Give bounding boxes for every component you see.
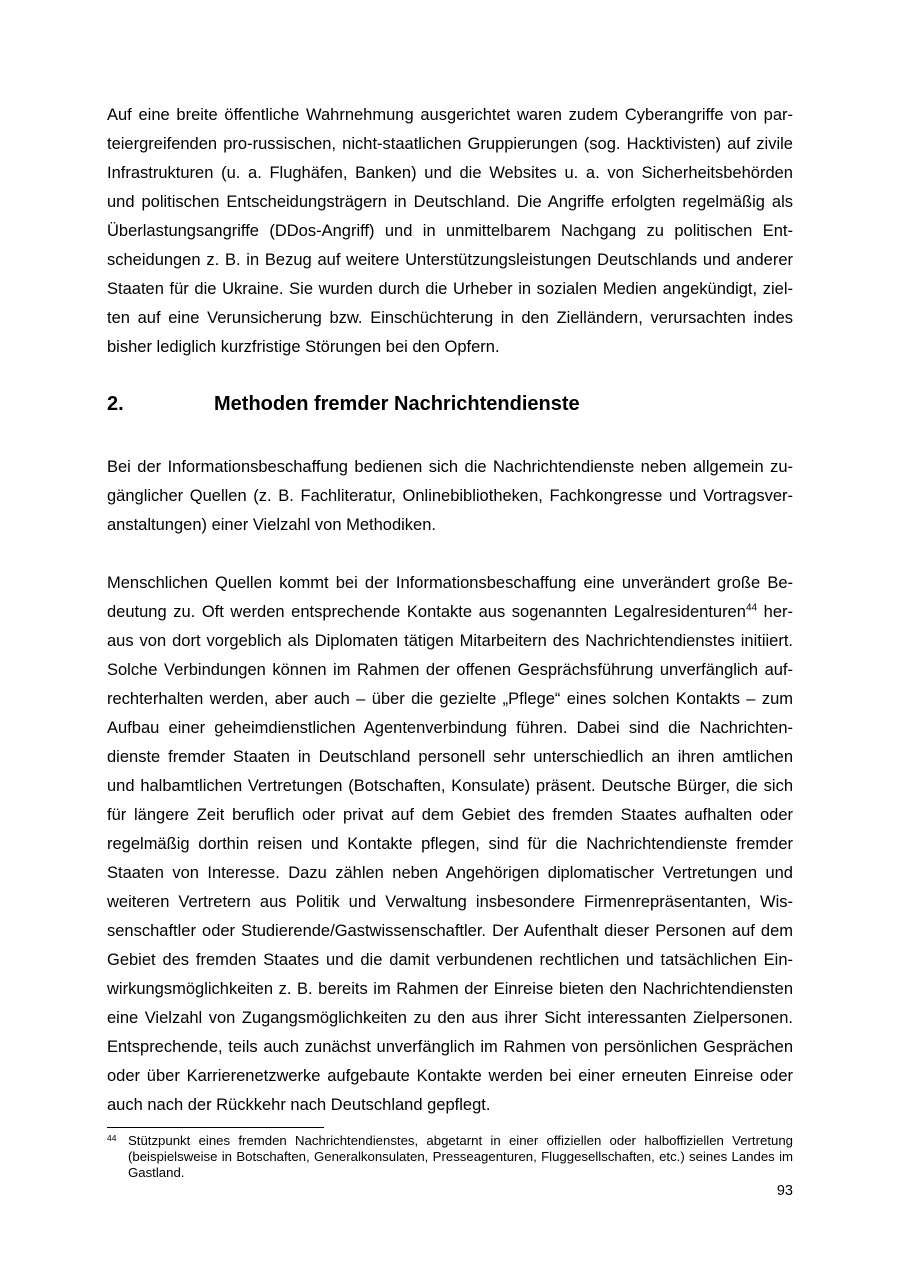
text-line: Staaten von Interesse. Dazu zählen neben Angehörigen diplomatischer Vertretungen und xyxy=(107,864,793,882)
text-line: aus von dort vorgeblich als Diplomaten tätigen Mitarbeitern des Nachrichtendienstes initiiert. xyxy=(107,632,793,650)
text-line: Gebiet des fremden Staates und die damit verbundenen rechtlichen und tatsächlichen Ein- xyxy=(107,951,793,969)
text-line: für längere Zeit beruflich oder privat auf dem Gebiet des fremden Staates aufhalten oder xyxy=(107,806,793,824)
text-line: regelmäßig dorthin reisen und Kontakte pflegen, sind für die Nachrichtendienste fremder xyxy=(107,835,793,853)
text-line: eine Vielzahl von Zugangsmöglichkeiten zu den aus ihrer Sicht interessanten Zielpersonen. xyxy=(107,1009,793,1027)
paragraph-information-gathering xyxy=(107,453,793,540)
text-segment: her- xyxy=(757,603,793,621)
paragraph-body xyxy=(107,569,793,1120)
text-line: Entsprechende, teils auch zunächst unverfänglich im Rahmen von persönlichen Gesprächen xyxy=(107,1038,793,1056)
text-line: dienste fremder Staaten in Deutschland personell sehr unterschiedlich an ihren amtlichen xyxy=(107,748,793,766)
text-line: gänglicher Quellen (z. B. Fachliteratur, Onlinebibliotheken, Fachkongresse und Vortragsver- xyxy=(107,487,793,505)
page-number: 93 xyxy=(776,1183,793,1199)
footnote-reference[interactable]: 44 xyxy=(745,602,758,614)
text-line: Bei der Informationsbeschaffung bedienen sich die Nachrichtendienste neben allgemein zu- xyxy=(107,458,793,476)
text-line: weiteren Vertretern aus Politik und Verwaltung insbesondere Firmenrepräsentanten, Wis- xyxy=(107,893,793,911)
text-line: Staaten für die Ukraine. Sie wurden durch die Urheber in sozialen Medien angekündigt, ziel- xyxy=(107,280,793,298)
text-line: anstaltungen) einer Vielzahl von Methodiken. xyxy=(107,516,436,534)
text-line: und halbamtlichen Vertretungen (Botschaften, Konsulate) präsent. Deutsche Bürger, die sich xyxy=(107,777,793,795)
text-line: und politischen Entscheidungsträgern in Deutschland. Die Angriffe erfolgten regelmäßig als xyxy=(107,193,793,211)
text-line: teiergreifenden pro-russischen, nicht-staatlichen Gruppierungen (sog. Hacktivisten) auf zivile xyxy=(107,135,793,153)
text-line: auch nach der Rückkehr nach Deutschland gepflegt. xyxy=(107,1096,491,1114)
text-line: wirkungsmöglichkeiten z. B. bereits im Rahmen der Einreise bieten den Nachrichtendiensten xyxy=(107,980,793,998)
text-segment: deutung zu. Oft werden entsprechende Kontakte aus sogenannten Legalresidenturen xyxy=(107,603,746,621)
paragraph-cyberattacks xyxy=(107,101,793,362)
text-line: Aufbau einer geheimdienstlichen Agentenverbindung führen. Dabei sind die Nachrichten- xyxy=(107,719,793,737)
paragraph-body xyxy=(107,453,793,540)
paragraph-body xyxy=(107,101,793,362)
text-line: Infrastrukturen (u. a. Flughäfen, Banken) und die Websites u. a. von Sicherheitsbehörden xyxy=(107,164,793,182)
section-number: 2. xyxy=(107,393,124,415)
footnote-separator xyxy=(107,1127,324,1128)
text-line: rechterhalten werden, aber auch – über die gezielte „Pflege“ eines solchen Kontakts – zum xyxy=(107,690,793,708)
section-title: Methoden fremder Nachrichtendienste xyxy=(214,393,580,415)
text-line xyxy=(107,598,793,627)
text-line: Auf eine breite öffentliche Wahrnehmung ausgerichtet waren zudem Cyberangriffe von par- xyxy=(107,106,793,124)
text-line: ten auf eine Verunsicherung bzw. Einschüchterung in den Zielländern, verursachten indes xyxy=(107,309,793,327)
footnote-number: 44 xyxy=(107,1133,117,1143)
text-line: Solche Verbindungen können im Rahmen der offenen Gesprächsführung unverfänglich auf- xyxy=(107,661,793,679)
text-line: oder über Karrierenetzwerke aufgebaute Kontakte werden bei einer erneuten Einreise oder xyxy=(107,1067,793,1085)
text-line: Überlastungsangriffe (DDos-Angriff) und in unmittelbarem Nachgang zu politischen Ent- xyxy=(107,222,793,240)
footnote xyxy=(107,1133,793,1181)
text-line: bisher lediglich kurzfristige Störungen bei den Opfern. xyxy=(107,338,500,356)
text-line: scheidungen z. B. in Bezug auf weitere Unterstützungsleistungen Deutschlands und anderer xyxy=(107,251,793,269)
text-line: senschaftler oder Studierende/Gastwissenschaftler. Der Aufenthalt dieser Personen auf dem xyxy=(107,922,793,940)
text-line: Menschlichen Quellen kommt bei der Informationsbeschaffung eine unverändert große Be- xyxy=(107,574,793,592)
paragraph-human-sources xyxy=(107,569,793,1120)
footnote-text: Stützpunkt eines fremden Nachrichtendienstes, abgetarnt in einer offiziellen oder halboffiziellen Vertretung (beispielsweise in Botschaften, Generalkonsulaten, Presseagenturen, Fluggesellschaften, etc.) seines Landes im Gastland. xyxy=(128,1133,793,1180)
